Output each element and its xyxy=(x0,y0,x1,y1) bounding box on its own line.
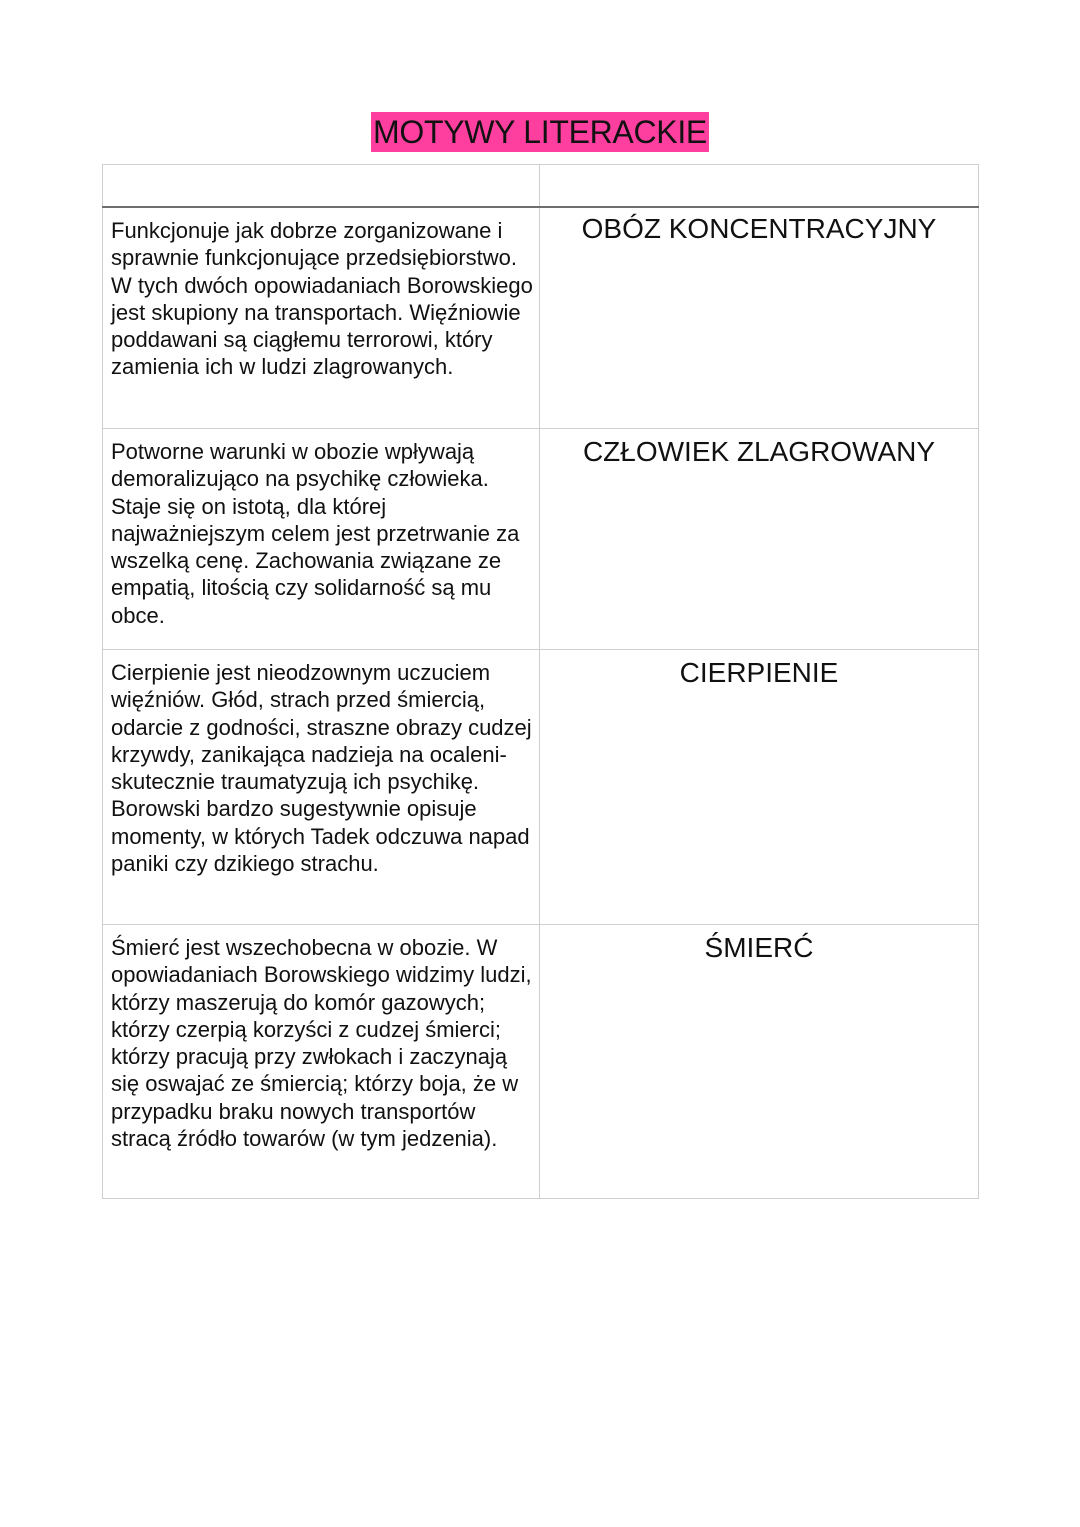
motif-name: CZŁOWIEK ZLAGROWANY xyxy=(540,429,979,650)
header-cell-description xyxy=(103,165,540,208)
motifs-table xyxy=(102,164,979,1199)
motif-description: Śmierć jest wszechobecna w obozie. W opowiadaniach Borowskiego widzimy ludzi, którzy maszerują do komór gazowych; którzy czerpią korzyści z cudzej śmierci; którzy pracują przy zwłokach i zaczynają się oswajać ze śmiercią; którzy boja, że w przypadku braku nowych transportów stracą źródło towarów (w tym jedzenia). xyxy=(103,925,540,1199)
table-row xyxy=(103,429,979,650)
table-row xyxy=(103,925,979,1199)
page-title: MOTYWY LITERACKIE xyxy=(373,114,707,150)
header-cell-motif xyxy=(540,165,979,208)
motif-description: Cierpienie jest nieodzownym uczuciem więźniów. Głód, strach przed śmiercią, odarcie z godności, straszne obrazy cudzej krzywdy, zanikająca nadzieja na ocaleni- skutecznie traumatyzują ich psychikę. Borowski bardzo sugestywnie opisuje momenty, w których Tadek odczuwa napad paniki czy dzikiego strachu. xyxy=(103,650,540,925)
motif-description: Funkcjonuje jak dobrze zorganizowane i sprawnie funkcjonujące przedsiębiorstwo. W tych dwóch opowiadaniach Borowskiego jest skupiony na transportach. Więźniowie poddawani są ciągłemu terrorowi, który zamienia ich w ludzi zlagrowanych. xyxy=(103,207,540,429)
motif-name: CIERPIENIE xyxy=(540,650,979,925)
table-row xyxy=(103,650,979,925)
table-header-row xyxy=(103,165,979,208)
motif-name: ŚMIERĆ xyxy=(540,925,979,1199)
motif-description: Potworne warunki w obozie wpływają demoralizująco na psychikę człowieka. Staje się on istotą, dla której najważniejszym celem jest przetrwanie za wszelką cenę. Zachowania związane ze empatią, litością czy solidarność są mu obce. xyxy=(103,429,540,650)
table-row xyxy=(103,207,979,429)
motif-name: OBÓZ KONCENTRACYJNY xyxy=(540,207,979,429)
page-title-wrapper xyxy=(0,112,1080,152)
